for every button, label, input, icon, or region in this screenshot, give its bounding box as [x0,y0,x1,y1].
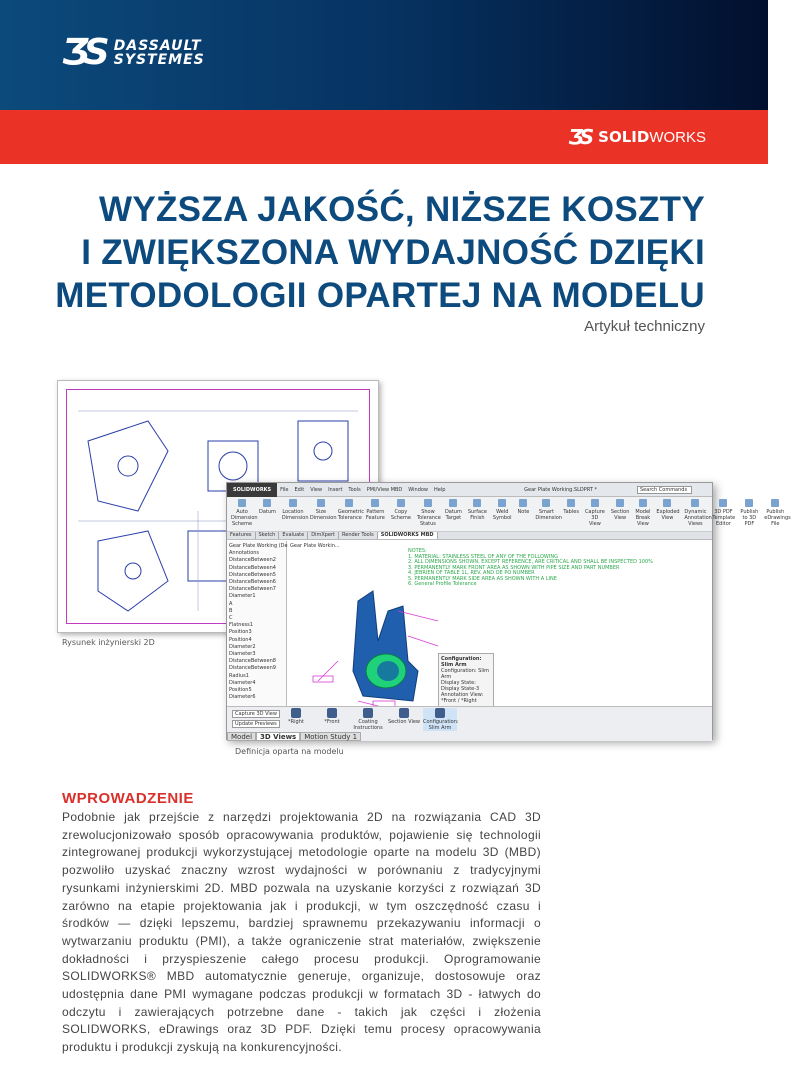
logo-light: WORKS [649,128,706,146]
tree-item: DistanceBetween9 [229,665,276,672]
ribbon-label: Smart Dimension [535,509,562,521]
tooltip-line: Annotation View: *Front / *Right [441,692,484,704]
tree-item: Gear Plate Working (De [229,543,288,549]
ribbon-icon [616,499,624,507]
tree-item: Position4 [229,636,252,643]
dassault-systemes-logo [62,32,205,73]
logo-bold: SOLID [598,128,650,146]
ribbon-button [468,499,487,529]
menu-help: Help [434,486,446,493]
ribbon-icon [519,499,527,507]
app-brand: SOLIDWORKS [227,483,277,497]
document-title: Gear Plate Working.SLDPRT * [524,486,597,493]
ribbon-label: Datum Target [444,509,462,521]
notes-annotation [408,549,653,588]
tree-item: DistanceBetween5 [229,571,276,578]
intro-paragraph: Podobnie jak przejście z narzędzi projektowania 2D na rozwiązania CAD 3D zrewolucjonizowało sposób opracowywania produktów, pojawienie się technologii zintegrowanej produkcji wykorzystującej metodologie oparte na modelu 3D (MBD) pozwoliło uzyskać znaczny wzrost wydajności w porównaniu z tradycyjnymi rysunkami inżynierskimi 2D. MBD pozwala na uzyskanie korzyści z rozwiązań 3D zarówno na etapie projektowania jak i produkcji, w tym oszczędność czasu i środków — dzięki lepszemu, bardziej sprawnemu przekazywaniu informacji o wytwarzaniu produktu (PMI), a także ograniczenie strat materiałów, zwiększenie dokładności i przyspieszenie całego procesu produkcji. Oprogramowanie SOLIDWORKS® MBD automatycznie generuje, organizuje, dostosowuje oraz udostępnia dane PMI wymagane podczas produkcji w formatach 3D - łatwych do odczytu i zawierających potrzebne dane - takich jak części i złożenia SOLIDWORKS, eDrawings oraz 3D PDF. Dzięki temu procesy opracowywania produktu i produkcji zyskują na konkurencyjności. [62,810,541,1055]
ribbon-button [445,499,462,529]
ribbon-button [259,499,276,529]
solidworks-logo [568,125,706,149]
ribbon-icon [663,499,671,507]
ribbon-icon [542,499,550,507]
tree-item: Flatness1 [229,622,253,629]
tab-mbd: SOLIDWORKS MBD [378,532,438,539]
ribbon-label: Show Tolerance Status [416,509,441,527]
ribbon-label: Pattern Feature [365,509,385,521]
menu-edit: Edit [294,486,305,493]
ribbon-button [535,499,562,529]
tab-evaluate: Evaluate [279,532,308,539]
ribbon-icon [745,499,753,507]
ds-logo-icon: ƷS [62,32,104,73]
ribbon-button [231,499,258,529]
ribbon-icon [719,499,727,507]
tree-item: DistanceBetween8 [229,658,276,665]
tree-item: Position5 [229,687,252,694]
feature-tree [227,541,287,706]
title-line: I ZWIĘKSZONA WYDAJNOŚĆ DZIĘKI [81,233,705,272]
ribbon-icon [639,499,647,507]
note-line: 5. PERMANENTLY MARK SIDE AREA AS SHOWN WITH A LINE [408,575,557,582]
tab-features: Features [227,532,256,539]
ribbon-icon [449,499,457,507]
ribbon-label: Capture 3D View [584,509,605,527]
ribbon-icon [567,499,575,507]
view-coating: Coating Instructions [353,719,383,731]
ribbon-icon [345,499,353,507]
ribbon-icon [691,499,699,507]
menu-tools: Tools [348,486,361,493]
ribbon-button [585,499,605,529]
ribbon-icon [263,499,271,507]
view-configuration: Configuration: Slim Arm [423,719,459,731]
ribbon-button [366,499,385,529]
ribbon-label: Section View [610,509,630,521]
ribbon-label: Weld Symbol [492,509,512,521]
menu-file: File [280,486,289,493]
note-line: 2. ALL DIMENSIONS SHOWN, EXCEPT REFERENCE, ARE CRITICAL AND SHALL BE INSPECTED 100% [408,559,653,565]
ribbon-icon [473,499,481,507]
view-right: *Right [288,719,304,725]
ribbon-button [635,499,650,529]
tree-item: Diameter4 [229,679,256,686]
tree-item: Position3 [229,629,252,636]
logo-word-2: SYSTEMES [113,51,205,68]
tree-item: Diameter2 [229,643,256,650]
note-line: 1. MATERIAL: STAINLESS STEEL OF ANY OF THE FOLLOWING [408,553,558,560]
ribbon-label: Size Dimension [309,509,337,521]
ribbon-button [309,499,337,529]
tab-motion-study: Motion Study 1 [300,732,361,741]
ribbon-label: Datum [259,509,276,515]
view-thumbnail-icon [435,708,445,718]
tooltip-line: Display State: Display State-3 [441,680,480,692]
tree-item: DistanceBetween7 [229,586,276,593]
ds-logo-icon: ƷS [568,125,591,149]
menu-bar [277,487,448,493]
solidworks-screenshot [226,482,791,741]
ribbon-label: Note [517,509,530,515]
ribbon-icon [397,499,405,507]
ribbon-label: Geometric Tolerance [337,509,365,521]
tree-item: B [229,607,233,614]
tree-item: DistanceBetween4 [229,564,276,571]
ribbon-icon [771,499,779,507]
ribbon-label: Auto Dimension Scheme [231,509,258,527]
tree-item: Diameter3 [229,651,256,658]
ribbon [227,497,791,532]
note-line: NOTES: [408,548,427,554]
ribbon-button [281,499,309,529]
tree-item: Annotations [229,550,260,557]
menu-pmi: PMI/View MBD [366,486,403,493]
capture-3d-view-button: Capture 3D View [232,710,280,718]
ribbon-label: Copy Scheme [390,509,411,521]
ribbon-label: Publish to 3D PDF [740,509,759,527]
ribbon-button [764,499,791,529]
tree-item: Diameter1 [229,593,256,600]
ribbon-icon [371,499,379,507]
tree-item: DistanceBetween6 [229,579,276,586]
tab-render-tools: Render Tools [339,532,378,539]
logo-word-1: DASSAULT [113,37,202,54]
title-line: METODOLOGII OPARTEJ NA MODELU [55,276,705,315]
search-input: Search Commands [637,486,692,494]
ribbon-label: Model Break View [635,509,651,527]
tab-sketch: Sketch [256,532,280,539]
ribbon-label: Exploded View [656,509,680,521]
menu-view: View [310,486,323,493]
section-heading: WPROWADZENIE [62,790,194,807]
ribbon-button [391,499,411,529]
ribbon-icon [424,499,432,507]
view-thumbnail-icon [363,708,373,718]
update-previews-button: Update Previews [232,720,280,728]
view-front: *Front [324,719,340,725]
ribbon-label: 3D PDF Template Editor [712,509,736,527]
ribbon-label: Location Dimension [281,509,309,521]
title-line: WYŻSZA JAKOŚĆ, NIŻSZE KOSZTY [98,190,705,229]
ribbon-icon [289,499,297,507]
tree-item: Diameter6 [229,694,256,701]
ribbon-button [493,499,512,529]
note-line: 3. PERMANENTLY MARK FRONT AREA AS SHOWN WITH PIPE SIZE AND PART NUMBER [408,564,620,571]
header-band [0,0,768,110]
note-line: 6. General Profile Tolerance [408,581,477,587]
view-section: Section View [387,719,421,725]
tree-item: DistanceBetween2 [229,557,276,564]
tree-item: Radius1 [229,672,249,679]
tab-model: Model [227,732,256,741]
ribbon-button [684,499,712,529]
graphics-area [288,541,702,706]
ribbon-button [656,499,678,529]
ribbon-button [337,499,365,529]
tab-dimxpert: DimXpert [308,532,339,539]
ribbon-button [611,499,630,529]
tooltip-line: Configuration: Slim Arm [441,656,482,668]
subtitle: Artykuł techniczny [584,318,705,335]
ribbon-button [712,499,734,529]
ribbon-icon [591,499,599,507]
ribbon-button [740,499,758,529]
page-title [55,188,705,317]
command-tabs [227,532,712,540]
menu-window: Window [408,486,429,493]
3d-views-panel [227,706,712,741]
ribbon-icon [317,499,325,507]
ribbon-button [518,499,530,529]
menu-insert: Insert [328,486,343,493]
ribbon-button [417,499,439,529]
configuration-tooltip [438,653,494,707]
ribbon-label: Publish eDrawings File [764,509,791,527]
ribbon-label: Surface Finish [467,509,487,521]
ribbon-icon [238,499,246,507]
tree-item: C [229,615,233,622]
figure-caption-2d: Rysunek inżynierski 2D [62,638,155,647]
ribbon-button [563,499,579,529]
tree-item: A [229,600,233,607]
tooltip-line: Configuration: Slim Arm [441,668,490,680]
breadcrumb: Gear Plate Workin... [290,543,340,549]
view-thumbnail-icon [399,708,409,718]
ribbon-icon [498,499,506,507]
ribbon-label: Tables [563,509,579,515]
tab-3d-views: 3D Views [256,732,300,741]
ribbon-label: Dynamic Annotation Views [684,509,712,527]
view-thumbnail-icon [291,708,301,718]
view-thumbnail-icon [327,708,337,718]
note-line: 4. JEBRIEN OF TABLE 1L, REV. AND OE PO NUMBER [408,570,535,576]
figure-caption-mbd: Definicja oparta na modelu [235,747,344,756]
